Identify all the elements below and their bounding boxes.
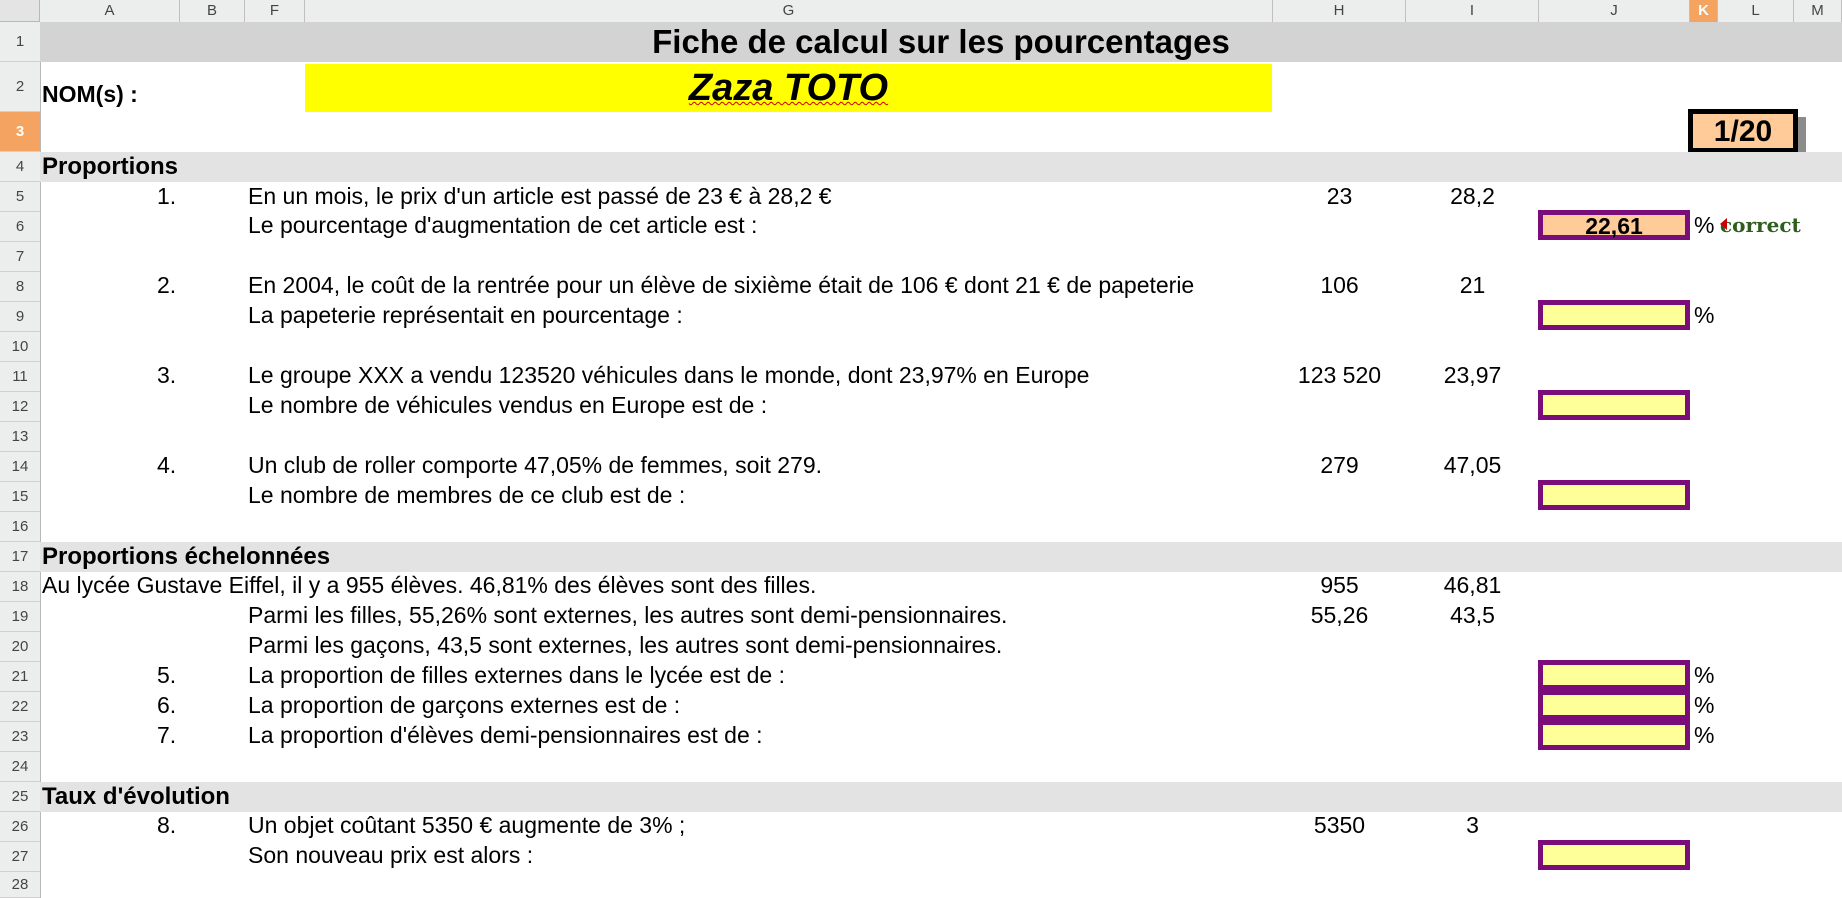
name-cell[interactable] — [305, 64, 1272, 112]
value-h: 955 — [1320, 572, 1359, 598]
answer-cell-q8[interactable] — [1538, 840, 1690, 870]
column-header-j[interactable]: J — [1539, 0, 1690, 22]
score-box[interactable]: 1/20 — [1688, 109, 1798, 153]
row-header[interactable]: 5 — [0, 182, 40, 212]
comment-indicator-icon[interactable] — [1720, 218, 1727, 230]
row-header[interactable]: 25 — [0, 782, 40, 812]
row-header[interactable]: 11 — [0, 362, 40, 392]
row-header-active[interactable]: 3 — [0, 112, 40, 152]
row-header[interactable]: 19 — [0, 602, 40, 632]
name-label: NOM(s) : — [42, 81, 138, 107]
answer-cell-q6[interactable] — [1538, 690, 1690, 720]
value-i: 28,2 — [1450, 183, 1495, 209]
column-header-m[interactable]: M — [1794, 0, 1842, 22]
value-h: 123 520 — [1297, 362, 1382, 388]
question-number: 4. — [157, 452, 177, 478]
column-header-k[interactable]: K — [1690, 0, 1718, 22]
percent-sign: % — [1694, 212, 1715, 238]
question-text: Un objet coûtant 5350 € augmente de 3% ; — [248, 812, 686, 838]
percent-sign: % — [1694, 662, 1715, 688]
column-header-h[interactable]: H — [1273, 0, 1406, 22]
row-header[interactable]: 22 — [0, 692, 40, 722]
row-header[interactable]: 15 — [0, 482, 40, 512]
answer-cell-q3[interactable] — [1538, 390, 1690, 420]
question-prompt: La proportion de filles externes dans le lycée est de : — [248, 662, 785, 688]
row-header[interactable]: 20 — [0, 632, 40, 662]
row-header[interactable]: 14 — [0, 452, 40, 482]
question-prompt: La proportion de garçons externes est de : — [248, 692, 681, 718]
question-number: 7. — [157, 722, 177, 748]
question-prompt: Le pourcentage d'augmentation de cet article est : — [248, 212, 758, 238]
answer-cell-q4[interactable] — [1538, 480, 1690, 510]
row-header[interactable]: 6 — [0, 212, 40, 242]
value-i: 3 — [1466, 812, 1479, 838]
question-prompt: Le nombre de véhicules vendus en Europe est de : — [248, 392, 768, 418]
value-i: 46,81 — [1443, 572, 1502, 598]
column-header-a[interactable]: A — [40, 0, 180, 22]
value-h: 55,26 — [1310, 602, 1369, 628]
question-number: 6. — [157, 692, 177, 718]
row-header[interactable]: 7 — [0, 242, 40, 272]
question-text: En un mois, le prix d'un article est passé de 23 € à 28,2 € — [248, 183, 832, 209]
row-header[interactable]: 17 — [0, 542, 40, 572]
section-echelonnees: Proportions échelonnées — [42, 543, 331, 570]
column-header-b[interactable]: B — [180, 0, 245, 22]
row-header[interactable]: 1 — [0, 22, 40, 62]
column-header-i[interactable]: I — [1406, 0, 1539, 22]
question-number: 8. — [157, 812, 177, 838]
question-prompt: Son nouveau prix est alors : — [248, 842, 534, 868]
section-evolution: Taux d'évolution — [42, 783, 230, 810]
question-prompt: La papeterie représentait en pourcentage : — [248, 302, 683, 328]
context-text: Parmi les filles, 55,26% sont externes, les autres sont demi-pensionnaires. — [248, 602, 1008, 628]
value-h: 106 — [1320, 272, 1359, 298]
row-header[interactable]: 8 — [0, 272, 40, 302]
value-i: 47,05 — [1443, 452, 1502, 478]
sheet-title: Fiche de calcul sur les pourcentages — [40, 22, 1842, 62]
row-header[interactable]: 16 — [0, 512, 40, 542]
row-header[interactable]: 24 — [0, 752, 40, 782]
question-number: 2. — [157, 272, 177, 298]
value-h: 23 — [1326, 183, 1353, 209]
row-header[interactable]: 4 — [0, 152, 40, 182]
context-text: Au lycée Gustave Eiffel, il y a 955 élèves. 46,81% des élèves sont des filles. — [42, 572, 817, 598]
section-band — [40, 152, 1842, 182]
answer-cell-q5[interactable] — [1538, 660, 1690, 690]
question-text: En 2004, le coût de la rentrée pour un élève de sixième était de 106 € dont 21 € de papeterie — [248, 272, 1195, 298]
context-text: Parmi les gaçons, 43,5 sont externes, les autres sont demi-pensionnaires. — [248, 632, 1003, 658]
row-header[interactable]: 12 — [0, 392, 40, 422]
row-header[interactable]: 27 — [0, 842, 40, 872]
column-header-g[interactable]: G — [305, 0, 1273, 22]
percent-sign: % — [1694, 692, 1715, 718]
question-prompt: Le nombre de membres de ce club est de : — [248, 482, 686, 508]
row-header[interactable]: 21 — [0, 662, 40, 692]
row-header[interactable]: 28 — [0, 872, 40, 898]
answer-cell-q2[interactable] — [1538, 300, 1690, 330]
value-i: 23,97 — [1443, 362, 1502, 388]
column-header-bar — [0, 0, 1842, 23]
row-header-bar — [0, 22, 41, 898]
feedback-correct: correct — [1720, 213, 1801, 237]
percent-sign: % — [1694, 302, 1715, 328]
row-header[interactable]: 10 — [0, 332, 40, 362]
value-h: 5350 — [1313, 812, 1366, 838]
question-text: Un club de roller comporte 47,05% de femmes, soit 279. — [248, 452, 823, 478]
section-band — [40, 782, 1842, 812]
question-text: Le groupe XXX a vendu 123520 véhicules dans le monde, dont 23,97% en Europe — [248, 362, 1090, 388]
row-header[interactable]: 18 — [0, 572, 40, 602]
row-header[interactable]: 2 — [0, 62, 40, 112]
row-header[interactable]: 26 — [0, 812, 40, 842]
name-value: Zaza TOTO — [688, 67, 889, 109]
column-header-f[interactable]: F — [245, 0, 305, 22]
row-header[interactable]: 13 — [0, 422, 40, 452]
row-header[interactable]: 9 — [0, 302, 40, 332]
row-header[interactable]: 23 — [0, 722, 40, 752]
answer-cell-q1[interactable]: 22,61 — [1538, 210, 1690, 240]
answer-cell-q7[interactable] — [1538, 720, 1690, 750]
question-prompt: La proportion d'élèves demi-pensionnaires est de : — [248, 722, 763, 748]
question-number: 1. — [157, 183, 177, 209]
value-i: 21 — [1459, 272, 1486, 298]
value-i: 43,5 — [1450, 602, 1495, 628]
question-number: 5. — [157, 662, 177, 688]
column-header-l[interactable]: L — [1718, 0, 1794, 22]
value-h: 279 — [1320, 452, 1359, 478]
section-proportions: Proportions — [42, 153, 178, 180]
question-number: 3. — [157, 362, 177, 388]
select-all-corner[interactable] — [0, 0, 40, 22]
percent-sign: % — [1694, 722, 1715, 748]
